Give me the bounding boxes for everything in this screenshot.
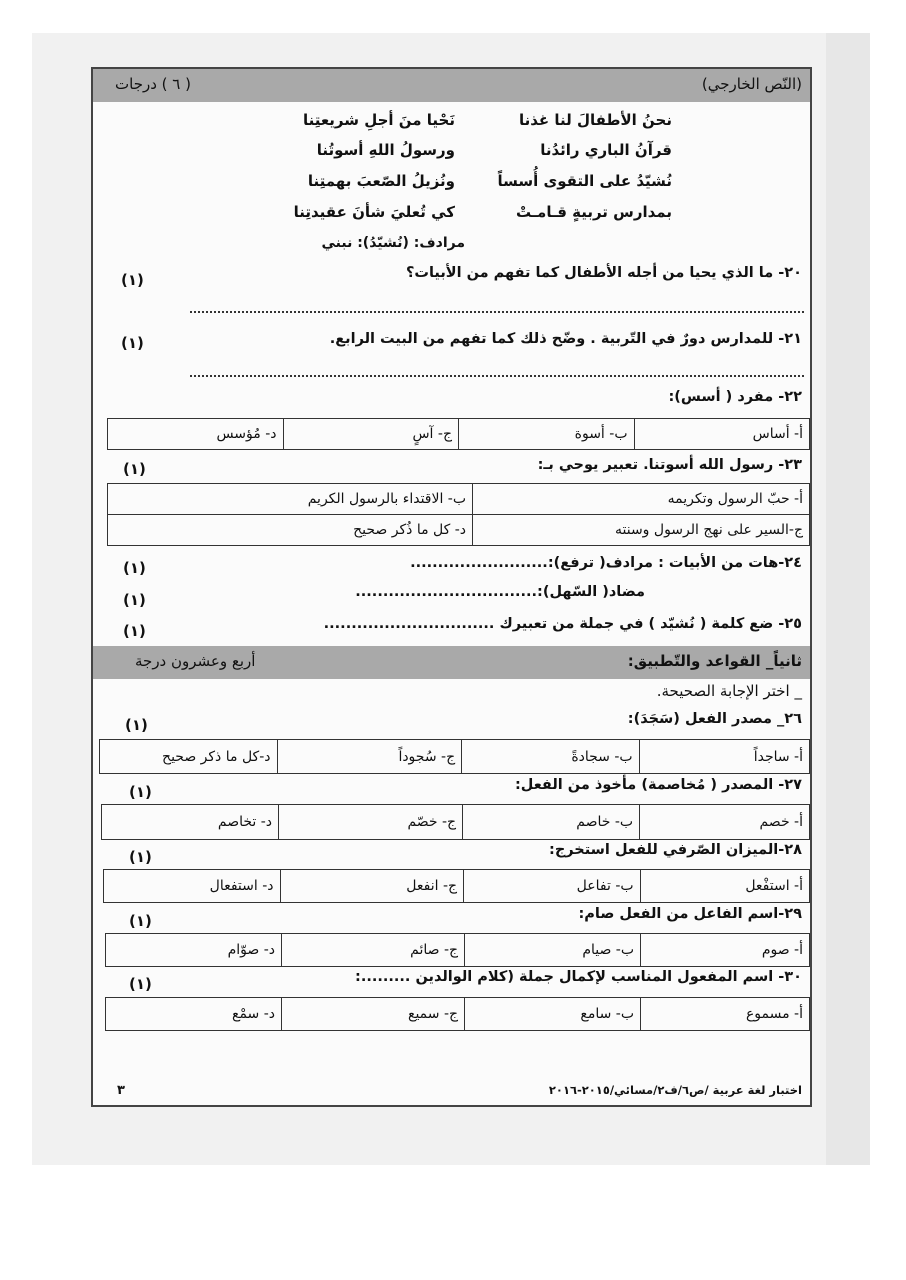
question-27: ٢٧- المصدر ( مُخاصمة) مأخوذ من الفعل: bbox=[514, 777, 802, 793]
verse-3-right: نُشيّدُ على التقوى أُسساً bbox=[497, 172, 672, 190]
q26-option-d[interactable]: د-كل ما ذكر صحيح bbox=[100, 740, 278, 774]
verse-3-left: ونُزيلُ الصّعبَ بهمتِنا bbox=[307, 172, 455, 190]
answer-line-21[interactable] bbox=[190, 375, 804, 377]
question-25: ٢٥- ضع كلمة ( نُشيّد ) في جملة من تعبيرك ............................... bbox=[323, 616, 802, 632]
question-28-options bbox=[103, 869, 810, 903]
q30-option-b[interactable]: ب- سامع bbox=[465, 998, 641, 1031]
verse-2-left: ورسولُ اللهِ أسوتُنا bbox=[316, 141, 455, 159]
q22-option-d[interactable]: د- مُؤسس bbox=[108, 419, 284, 450]
section-2-score: أربع وعشرون درجة bbox=[135, 652, 256, 670]
question-23: ٢٣- رسول الله أسوتنا. تعبير يوحي بـ: bbox=[537, 457, 802, 473]
verse-4-left: كي تُعليَ شأنَ عقيدتِنا bbox=[293, 203, 455, 221]
question-27-mark: (١) bbox=[129, 783, 152, 801]
question-29: ٢٩-اسم الفاعل من الفعل صام: bbox=[578, 906, 802, 922]
verse-2-right: قرآنُ الباري رائدُنا bbox=[540, 141, 672, 159]
verse-4-right: بمدارس تربيةٍ قـامـتْ bbox=[516, 203, 672, 221]
question-24-mark: (١) bbox=[123, 559, 146, 577]
question-26-options bbox=[99, 739, 810, 774]
q28-option-a[interactable]: أ- استفْعل bbox=[640, 870, 809, 903]
footer-exam-info: اختبار لغة عربية /ص٦/ف٢/مسائي/٢٠١٥-٢٠١٦ bbox=[548, 1083, 802, 1097]
question-24b: مضاد( السّهل):................................. bbox=[355, 584, 645, 600]
scan-shadow-edge bbox=[826, 33, 870, 1165]
q29-option-d[interactable]: د- صوّام bbox=[106, 934, 282, 967]
passage-title: (النّص الخارجي) bbox=[701, 75, 802, 93]
question-22-options bbox=[107, 418, 810, 450]
question-29-mark: (١) bbox=[129, 912, 152, 930]
q29-option-a[interactable]: أ- صوم bbox=[641, 934, 810, 967]
exam-page bbox=[91, 67, 812, 1107]
q27-option-a[interactable]: أ- خصم bbox=[640, 805, 810, 840]
question-30-options bbox=[105, 997, 810, 1031]
synonym-note: مرادف: (نُشيّدُ): نبني bbox=[321, 235, 465, 251]
question-21: ٢١- للمدارس دورٌ في التّربية . وضّح ذلك كما تفهم من البيت الرابع. bbox=[329, 331, 802, 347]
q26-option-a[interactable]: أ- ساجداً bbox=[639, 740, 809, 774]
q27-option-c[interactable]: ج- خصّم bbox=[279, 805, 463, 840]
instruction: _ اختر الإجابة الصحيحة. bbox=[656, 682, 802, 700]
passage-header-bar bbox=[93, 69, 810, 102]
question-29-options bbox=[105, 933, 810, 967]
question-20: ٢٠- ما الذي يحيا من أجله الأطفال كما تفهم من الأبيات؟ bbox=[405, 265, 802, 281]
q30-option-c[interactable]: ج- سميع bbox=[282, 998, 465, 1031]
question-30: ٣٠- اسم المفعول المناسب لإكمال جملة (كلام الوالدين .........: bbox=[355, 969, 802, 985]
section-2-title: ثانياً_ القواعد والتّطبيق: bbox=[627, 652, 802, 670]
q29-option-c[interactable]: ج- صائم bbox=[282, 934, 465, 967]
page-number: ٣ bbox=[117, 1083, 125, 1098]
section-2-header-bar bbox=[93, 646, 810, 679]
q26-option-b[interactable]: ب- سجادةً bbox=[462, 740, 640, 774]
verse-1-left: نَحْيا منَ أجلِ شريعتِنا bbox=[302, 111, 455, 129]
q22-option-a[interactable]: أ- أساس bbox=[634, 419, 810, 450]
q28-option-c[interactable]: ج- انفعل bbox=[280, 870, 464, 903]
q26-option-c[interactable]: ج- سُجوداً bbox=[277, 740, 462, 774]
question-21-mark: (١) bbox=[121, 334, 144, 352]
question-26: ٢٦_ مصدر الفعل (سَجَدَ): bbox=[627, 711, 802, 727]
question-22: ٢٢- مفرد ( أسس): bbox=[668, 389, 802, 405]
question-28: ٢٨-الميزان الصّرفي للفعل استخرج: bbox=[549, 842, 802, 858]
q27-option-d[interactable]: د- تخاصم bbox=[102, 805, 279, 840]
q28-option-b[interactable]: ب- تفاعل bbox=[464, 870, 641, 903]
question-23-options bbox=[107, 483, 810, 546]
q22-option-b[interactable]: ب- أسوة bbox=[459, 419, 635, 450]
q28-option-d[interactable]: د- استفعال bbox=[104, 870, 281, 903]
q23-option-b[interactable]: ب- الاقتداء بالرسول الكريم bbox=[108, 484, 473, 515]
q23-option-d[interactable]: د- كل ما ذُكر صحيح bbox=[108, 515, 473, 546]
verse-1-right: نحنُ الأطفالَ لنا غذنا bbox=[518, 111, 672, 129]
q30-option-a[interactable]: أ- مسموع bbox=[641, 998, 810, 1031]
q30-option-d[interactable]: د- سمْع bbox=[106, 998, 282, 1031]
passage-score: ( ٦ ) درجات bbox=[115, 75, 191, 93]
question-20-mark: (١) bbox=[121, 271, 144, 289]
question-24: ٢٤-هات من الأبيات : مرادف( ترفع):......................... bbox=[410, 555, 802, 571]
answer-line-20[interactable] bbox=[190, 311, 804, 313]
question-30-mark: (١) bbox=[129, 975, 152, 993]
q23-option-c[interactable]: ج-السير على نهج الرسول وسنته bbox=[473, 515, 810, 546]
question-23-mark: (١) bbox=[123, 460, 146, 478]
question-26-mark: (١) bbox=[125, 716, 148, 734]
question-27-options bbox=[101, 804, 810, 840]
q29-option-b[interactable]: ب- صيام bbox=[465, 934, 641, 967]
question-25-mark: (١) bbox=[123, 622, 146, 640]
q22-option-c[interactable]: ج- آسٍ bbox=[283, 419, 459, 450]
q23-option-a[interactable]: أ- حبّ الرسول وتكريمه bbox=[473, 484, 810, 515]
question-24b-mark: (١) bbox=[123, 591, 146, 609]
question-28-mark: (١) bbox=[129, 848, 152, 866]
q27-option-b[interactable]: ب- خاصم bbox=[463, 805, 640, 840]
